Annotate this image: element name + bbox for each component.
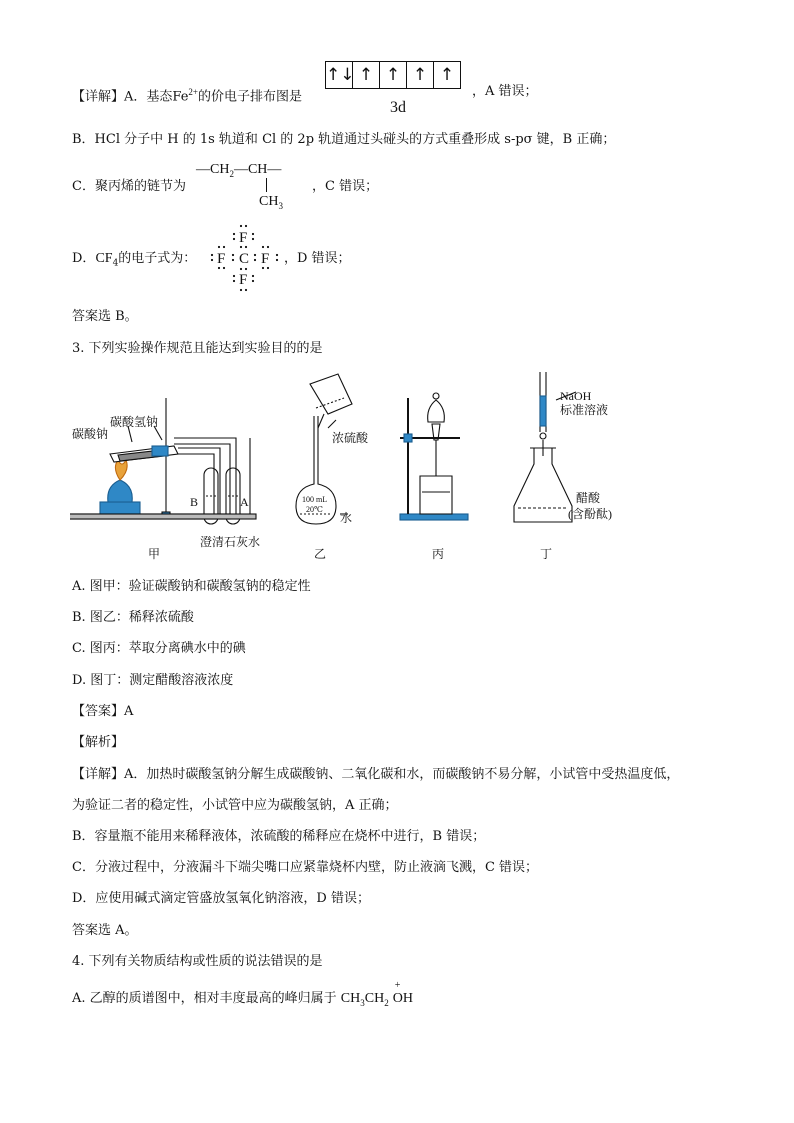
q3-detail-d: D．应使用碱式滴定管盛放氢氧化钠溶液，D 错误；: [72, 891, 370, 906]
svg-text:F: F: [217, 251, 226, 267]
branch-sub: 3: [278, 200, 283, 211]
orbital-box-5: ↑: [434, 61, 461, 89]
label-nahco3: 碳酸氢钠: [110, 415, 159, 429]
formula-o: O: [392, 991, 403, 1006]
q3-answer-end: 答案选 A。: [72, 923, 138, 938]
q3-option-a: A. 图甲：验证碳酸钠和碳酸氢钠的稳定性: [72, 579, 311, 594]
q3-option-b: B. 图乙：稀释浓硫酸: [72, 610, 194, 625]
cf4-electron-formula: [205, 222, 285, 294]
label-std-sol: 标准溶液: [560, 403, 609, 417]
q2-d-suffix: ，D 错误；: [284, 251, 351, 266]
formula-sub-2: 2: [384, 997, 389, 1008]
d-mid: 的电子式为：: [118, 251, 197, 266]
svg-text:F: F: [239, 230, 248, 246]
orbital-diagram: [325, 61, 461, 89]
label-naoh: NaOH: [560, 389, 592, 403]
q2-a-suffix: ，A 错误；: [472, 84, 538, 99]
branch-text: CH: [259, 194, 279, 209]
q2-option-d: [72, 250, 196, 273]
q2-a-mid: 的价电子排布图是: [197, 89, 302, 105]
ethanol-ion-formula: [340, 980, 413, 1008]
chain-branch: [259, 193, 283, 215]
q3-detail-c: C．分液过程中，分液漏斗下端尖嘴口应紧靠烧杯内壁，防止液滴飞溅，C 错误；: [72, 860, 539, 875]
q3-option-c: C. 图丙：萃取分离碘水中的碘: [72, 641, 246, 656]
q3-option-d: D. 图丁：测定醋酸溶液浓度: [72, 673, 234, 688]
orbital-box-1: ↑↓: [325, 61, 353, 89]
formula-ch-2: CH: [364, 991, 385, 1006]
q2-option-b: B．HCl 分子中 H 的 1s 轨道和 Cl 的 2p 轨道通过头碰头的方式重叠形成 s-pσ 键，B 正确；: [72, 132, 616, 147]
chain-right: —CH—: [233, 162, 282, 177]
formula-h: H: [402, 991, 413, 1006]
q4-a-text: A. 乙醇的质谱图中，相对丰度最高的峰归属于: [72, 991, 337, 1006]
d-prefix: D．: [72, 251, 96, 266]
q2-a-text: 【详解】A．基态Fe: [72, 89, 189, 105]
label-jia: 甲: [148, 547, 161, 561]
label-bing: 丙: [432, 547, 445, 561]
q3-stem: 3. 下列实验操作规范且能达到实验目的的是: [72, 341, 323, 356]
formula-sub-1: 3: [360, 997, 365, 1008]
orbital-box-4: ↑: [407, 61, 434, 89]
label-conc-h2so4: 浓硫酸: [332, 431, 369, 445]
svg-text:F: F: [239, 272, 248, 288]
q4-stem: 4. 下列有关物质结构或性质的说法错误的是: [72, 954, 323, 969]
q3-detail-a1: 【详解】A．加热时碳酸氢钠分解生成碳酸钠、二氧化碳和水，而碳酸钠不易分解，小试管中受热温度低，: [72, 767, 680, 782]
fe-charge: 2+: [188, 87, 198, 97]
q3-answer-label: 【答案】A: [72, 704, 134, 719]
label-na2co3: 碳酸钠: [72, 427, 109, 441]
label-flask-vol: 100 mL: [302, 495, 328, 504]
label-ding: 丁: [540, 547, 553, 561]
q2-c-suffix: ，C 错误；: [312, 179, 379, 194]
svg-text:F: F: [261, 251, 270, 267]
polypropylene-chain: [196, 161, 281, 183]
orbital-label: 3d: [390, 99, 406, 116]
formula-ch-1: CH: [340, 991, 361, 1006]
q3-analysis-label: 【解析】: [72, 735, 125, 750]
orbital-box-3: ↑: [380, 61, 407, 89]
label-tube-b: B: [190, 495, 199, 509]
experiment-figure: [70, 368, 650, 564]
svg-text:C: C: [239, 251, 250, 267]
label-limewater: 澄清石灰水: [200, 535, 261, 549]
label-tube-a: A: [240, 495, 249, 509]
label-phenol: (含酚酞): [568, 507, 612, 521]
formula-o-group: [392, 980, 403, 1006]
q2-answer: 答案选 B。: [72, 309, 138, 324]
cf4-sub: 4: [112, 258, 119, 269]
q4-option-a: [72, 980, 413, 1012]
q3-detail-b: B．容量瓶不能用来稀释液体，浓硫酸的稀释应在烧杯中进行，B 错误；: [72, 829, 486, 844]
orbital-box-2: ↑: [353, 61, 380, 89]
formula-plus: +: [394, 980, 401, 991]
q3-detail-a2: 为验证二者的稳定性，小试管中应为碳酸氢钠，A 正确；: [72, 798, 398, 813]
label-water: 水: [340, 511, 353, 525]
label-yi: 乙: [314, 547, 327, 561]
chain-left: —CH: [196, 162, 230, 177]
q2-option-c-prefix: C．聚丙烯的链节为: [72, 179, 186, 194]
chain-branch-bond: [266, 178, 267, 192]
cf4-formula: CF: [95, 251, 113, 266]
chain-sub: 2: [229, 168, 234, 179]
label-flask-temp: 20℃: [306, 505, 323, 514]
q2-option-a: [72, 83, 302, 106]
label-acetic: 醋酸: [576, 491, 601, 505]
